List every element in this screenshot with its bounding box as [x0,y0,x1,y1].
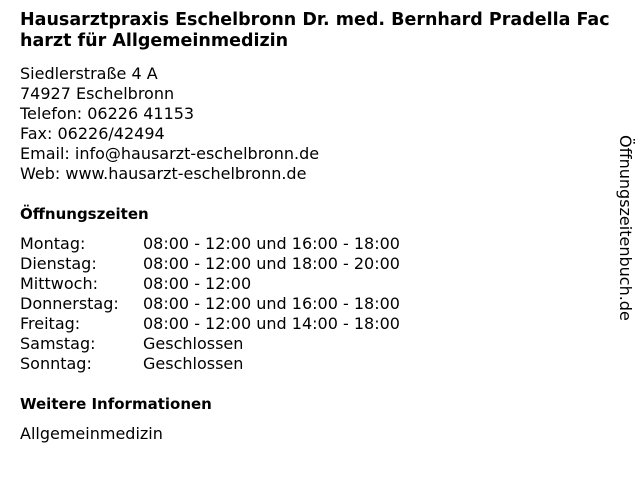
contact-email: Email: info@hausarzt-eschelbronn.de [20,144,320,163]
contact-list [20,64,319,184]
hours-heading: Öffnungszeiten [20,205,149,223]
contact-street: Siedlerstraße 4 A [20,64,158,83]
hours-row-sunday [20,354,400,374]
hours-time: Geschlossen [143,334,244,353]
site-brand-label: Öffnungszeitenbuch.de [616,135,635,321]
hours-row-friday [20,314,400,334]
hours-day: Sonntag: [20,354,92,373]
hours-day: Montag: [20,234,86,253]
hours-day: Freitag: [20,314,81,333]
hours-day: Dienstag: [20,254,97,273]
hours-day: Samstag: [20,334,96,353]
hours-day: Mittwoch: [20,274,98,293]
hours-day: Donnerstag: [20,294,119,313]
hours-time: 08:00 - 12:00 und 16:00 - 18:00 [143,234,400,253]
hours-row-thursday [20,294,400,314]
contact-phone: Telefon: 06226 41153 [20,104,195,123]
contact-city: 74927 Eschelbronn [20,84,175,103]
hours-row-saturday [20,334,400,354]
info-text: Allgemeinmedizin [20,424,163,443]
hours-row-wednesday [20,274,400,294]
hours-list [20,234,400,374]
hours-time: 08:00 - 12:00 und 18:00 - 20:00 [143,254,400,273]
hours-time: 08:00 - 12:00 und 16:00 - 18:00 [143,294,400,313]
hours-time: Geschlossen [143,354,244,373]
practice-title: Hausarztpraxis Eschelbronn Dr. med. Bernhard Pradella Facharzt für Allgemeinmedizin [20,10,610,51]
info-heading: Weitere Informationen [20,395,212,413]
contact-fax: Fax: 06226/42494 [20,124,165,143]
hours-time: 08:00 - 12:00 [143,274,252,293]
hours-row-monday [20,234,400,254]
hours-time: 08:00 - 12:00 und 14:00 - 18:00 [143,314,400,333]
hours-row-tuesday [20,254,400,274]
contact-web: Web: www.hausarzt-eschelbronn.de [20,164,307,183]
